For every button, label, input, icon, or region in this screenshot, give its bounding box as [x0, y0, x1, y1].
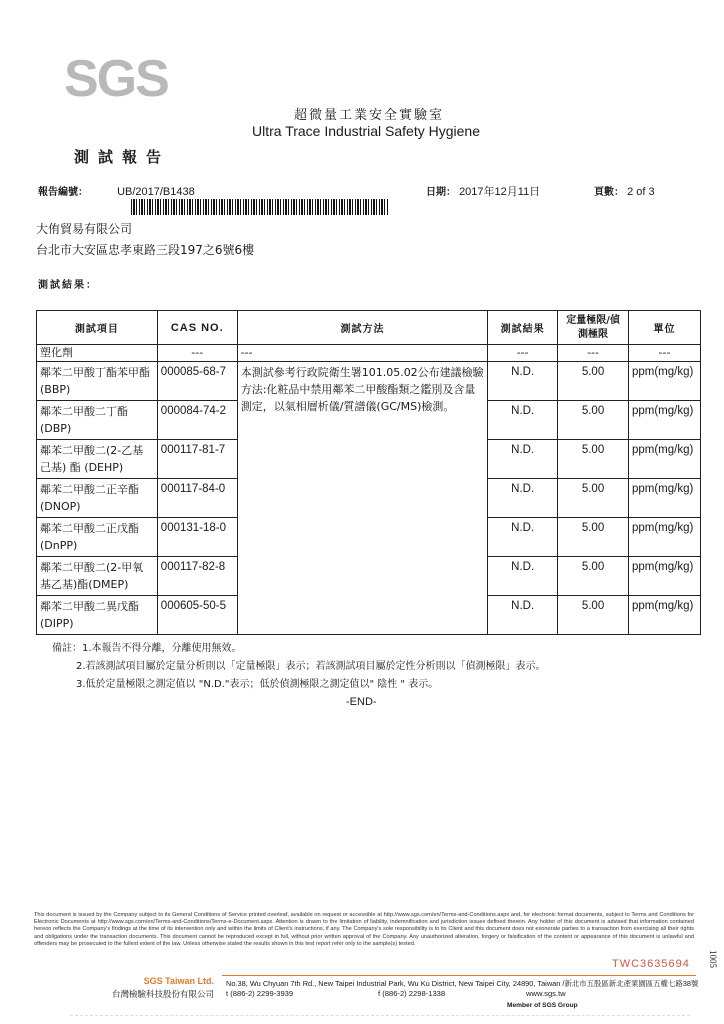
- scan-artifact-line: [70, 1015, 690, 1016]
- note-1: 備註：1.本報告不得分離，分離使用無效。: [52, 643, 242, 654]
- category-unit: ---: [628, 345, 700, 362]
- note-3: 3.低於定量極限之測定值以 "N.D."表示；低於偵測極限之測定值以" 陰性 " 表示。: [76, 679, 439, 690]
- row-item: 鄰苯二甲酸二(2-甲氧基乙基)酯(DMEP): [37, 557, 158, 596]
- results-label: 測試結果：: [38, 280, 98, 291]
- report-number-label: 報告編號：: [38, 187, 88, 198]
- category-cas: ---: [157, 345, 237, 362]
- table-header-row: [37, 311, 701, 345]
- row-item: 鄰苯二甲酸二正辛酯(DNOP): [37, 479, 158, 518]
- row-unit: ppm(mg/kg): [628, 479, 700, 518]
- row-result: N.D.: [488, 479, 558, 518]
- lab-name-en: Ultra Trace Industrial Safety Hygiene: [252, 123, 480, 139]
- report-date-value: 2017年12月11日: [459, 186, 541, 198]
- row-item: 鄰苯二甲酸二異戊酯(DIPP): [37, 596, 158, 635]
- company-phone: t (886-2) 2299-3939: [226, 989, 294, 998]
- row-unit: ppm(mg/kg): [628, 518, 700, 557]
- header-cas: CAS NO.: [157, 311, 237, 345]
- row-cas: 000117-84-0: [157, 479, 237, 518]
- note-2: 2.若該測試項目屬於定量分析則以「定量極限」表示；若該測試項目屬於定性分析則以「偵測極限」表示。: [76, 661, 546, 672]
- row-cas: 000117-82-8: [157, 557, 237, 596]
- row-cas: 000085-68-7: [157, 362, 237, 401]
- footer-company: [96, 976, 214, 1000]
- disclaimer: This document is issued by the Company subject to its General Conditions of Service printed overleaf, available on request or accessible at http://www.sgs.com/en/Terms-and-Conditions.aspx and, for electronic format documents, subject to Terms and Conditions for Electronic Documents at http://www.sgs.com/en/Terms-and-Conditions/Terms-e-Document.aspx. Attention is drawn to the limitation of liability, indemnification and jurisdiction issues defined therein. Any holder of this document is advised that information contained hereon reflects the Company's findings at the time of its intervention only and within the limits of Client's instructions, if any. The Company's sole responsibility is to its Client and this document does not exonerate parties to a transaction from exercising all their rights and obligations under the transaction documents. This document cannot be reproduced except in full, without prior written approval of the Company. Any unauthorized alteration, forgery or falsification of the content or appearance of this document is unlawful and offenders may be prosecuted to the fullest extent of the law. Unless otherwise stated the results shown in this test report refer only to the sample(s) tested.: [34, 912, 694, 947]
- row-cas: 000084-74-2: [157, 401, 237, 440]
- footer-divider: [222, 975, 696, 976]
- row-limit: 5.00: [558, 596, 629, 635]
- row-limit: 5.00: [558, 401, 629, 440]
- report-date-label: 日期：: [426, 187, 456, 198]
- row-cas: 000117-81-7: [157, 440, 237, 479]
- barcode: [131, 199, 388, 215]
- row-unit: ppm(mg/kg): [628, 401, 700, 440]
- category-name: 塑化劑: [37, 345, 158, 362]
- client-name: 大侑貿易有限公司: [36, 222, 133, 236]
- report-number: [38, 183, 195, 198]
- row-result: N.D.: [488, 362, 558, 401]
- row-limit: 5.00: [558, 362, 629, 401]
- row-result: N.D.: [488, 557, 558, 596]
- report-number-value: UB/2017/B1438: [117, 186, 195, 198]
- row-result: N.D.: [488, 401, 558, 440]
- header-unit: 單位: [628, 311, 700, 345]
- page-count-label: 頁數：: [594, 187, 624, 198]
- row-unit: ppm(mg/kg): [628, 362, 700, 401]
- page-count: [594, 183, 655, 198]
- table-row: [37, 362, 701, 401]
- sgs-logo: SGS: [64, 50, 168, 108]
- row-result: N.D.: [488, 596, 558, 635]
- side-number: 1005: [708, 950, 718, 968]
- report-title: 測試報告: [74, 148, 171, 166]
- header-item: 測試項目: [37, 311, 158, 345]
- row-item: 鄰苯二甲酸二正戊酯(DnPP): [37, 518, 158, 557]
- category-limit: ---: [558, 345, 629, 362]
- company-address: No.38, Wu Chyuan 7th Rd., New Taipei Industrial Park, Wu Ku District, New Taipei City, 24890, Taiwan /新北市五股區新北產業園區五權七路38號: [226, 979, 699, 988]
- row-result: N.D.: [488, 518, 558, 557]
- company-fax: f (886-2) 2298-1338: [378, 989, 446, 998]
- member-of-group: Member of SGS Group: [507, 1002, 578, 1009]
- row-unit: ppm(mg/kg): [628, 557, 700, 596]
- row-cas: 000131-18-0: [157, 518, 237, 557]
- test-method: 本測試參考行政院衛生署101.05.02公布建議檢驗方法:化粧品中禁用鄰苯二甲酸酯類之鑑別及含量測定，以氣相層析儀/質譜儀(GC/MS)檢測。: [237, 362, 488, 635]
- header-result: 測試結果: [488, 311, 558, 345]
- lab-name-zh: 超微量工業安全實驗室: [294, 108, 445, 123]
- row-result: N.D.: [488, 440, 558, 479]
- page-count-value: 2 of 3: [627, 186, 655, 198]
- row-item: 鄰苯二甲酸二丁酯(DBP): [37, 401, 158, 440]
- notes: [52, 640, 546, 694]
- row-unit: ppm(mg/kg): [628, 596, 700, 635]
- category-row: [37, 345, 701, 362]
- header-method: 測試方法: [237, 311, 488, 345]
- end-marker: -END-: [346, 696, 377, 708]
- row-limit: 5.00: [558, 440, 629, 479]
- category-result: ---: [488, 345, 558, 362]
- row-item: 鄰苯二甲酸丁酯苯甲酯(BBP): [37, 362, 158, 401]
- client-address: 台北市大安區忠孝東路三段197之6號6樓: [36, 243, 255, 257]
- row-limit: 5.00: [558, 557, 629, 596]
- row-cas: 000605-50-5: [157, 596, 237, 635]
- company-name-zh: 台灣檢驗科技股份有限公司: [111, 990, 214, 1000]
- header-limit: 定量極限/偵測極限: [558, 311, 629, 345]
- row-limit: 5.00: [558, 479, 629, 518]
- row-unit: ppm(mg/kg): [628, 440, 700, 479]
- row-limit: 5.00: [558, 518, 629, 557]
- company-website: www.sgs.tw: [526, 989, 566, 998]
- company-name-en: SGS Taiwan Ltd.: [143, 976, 214, 986]
- row-item: 鄰苯二甲酸二(2-乙基己基) 酯 (DEHP): [37, 440, 158, 479]
- serial-number: TWC3635694: [612, 958, 690, 970]
- category-method: ---: [237, 345, 488, 362]
- report-date: [426, 183, 540, 199]
- results-table: [36, 310, 701, 635]
